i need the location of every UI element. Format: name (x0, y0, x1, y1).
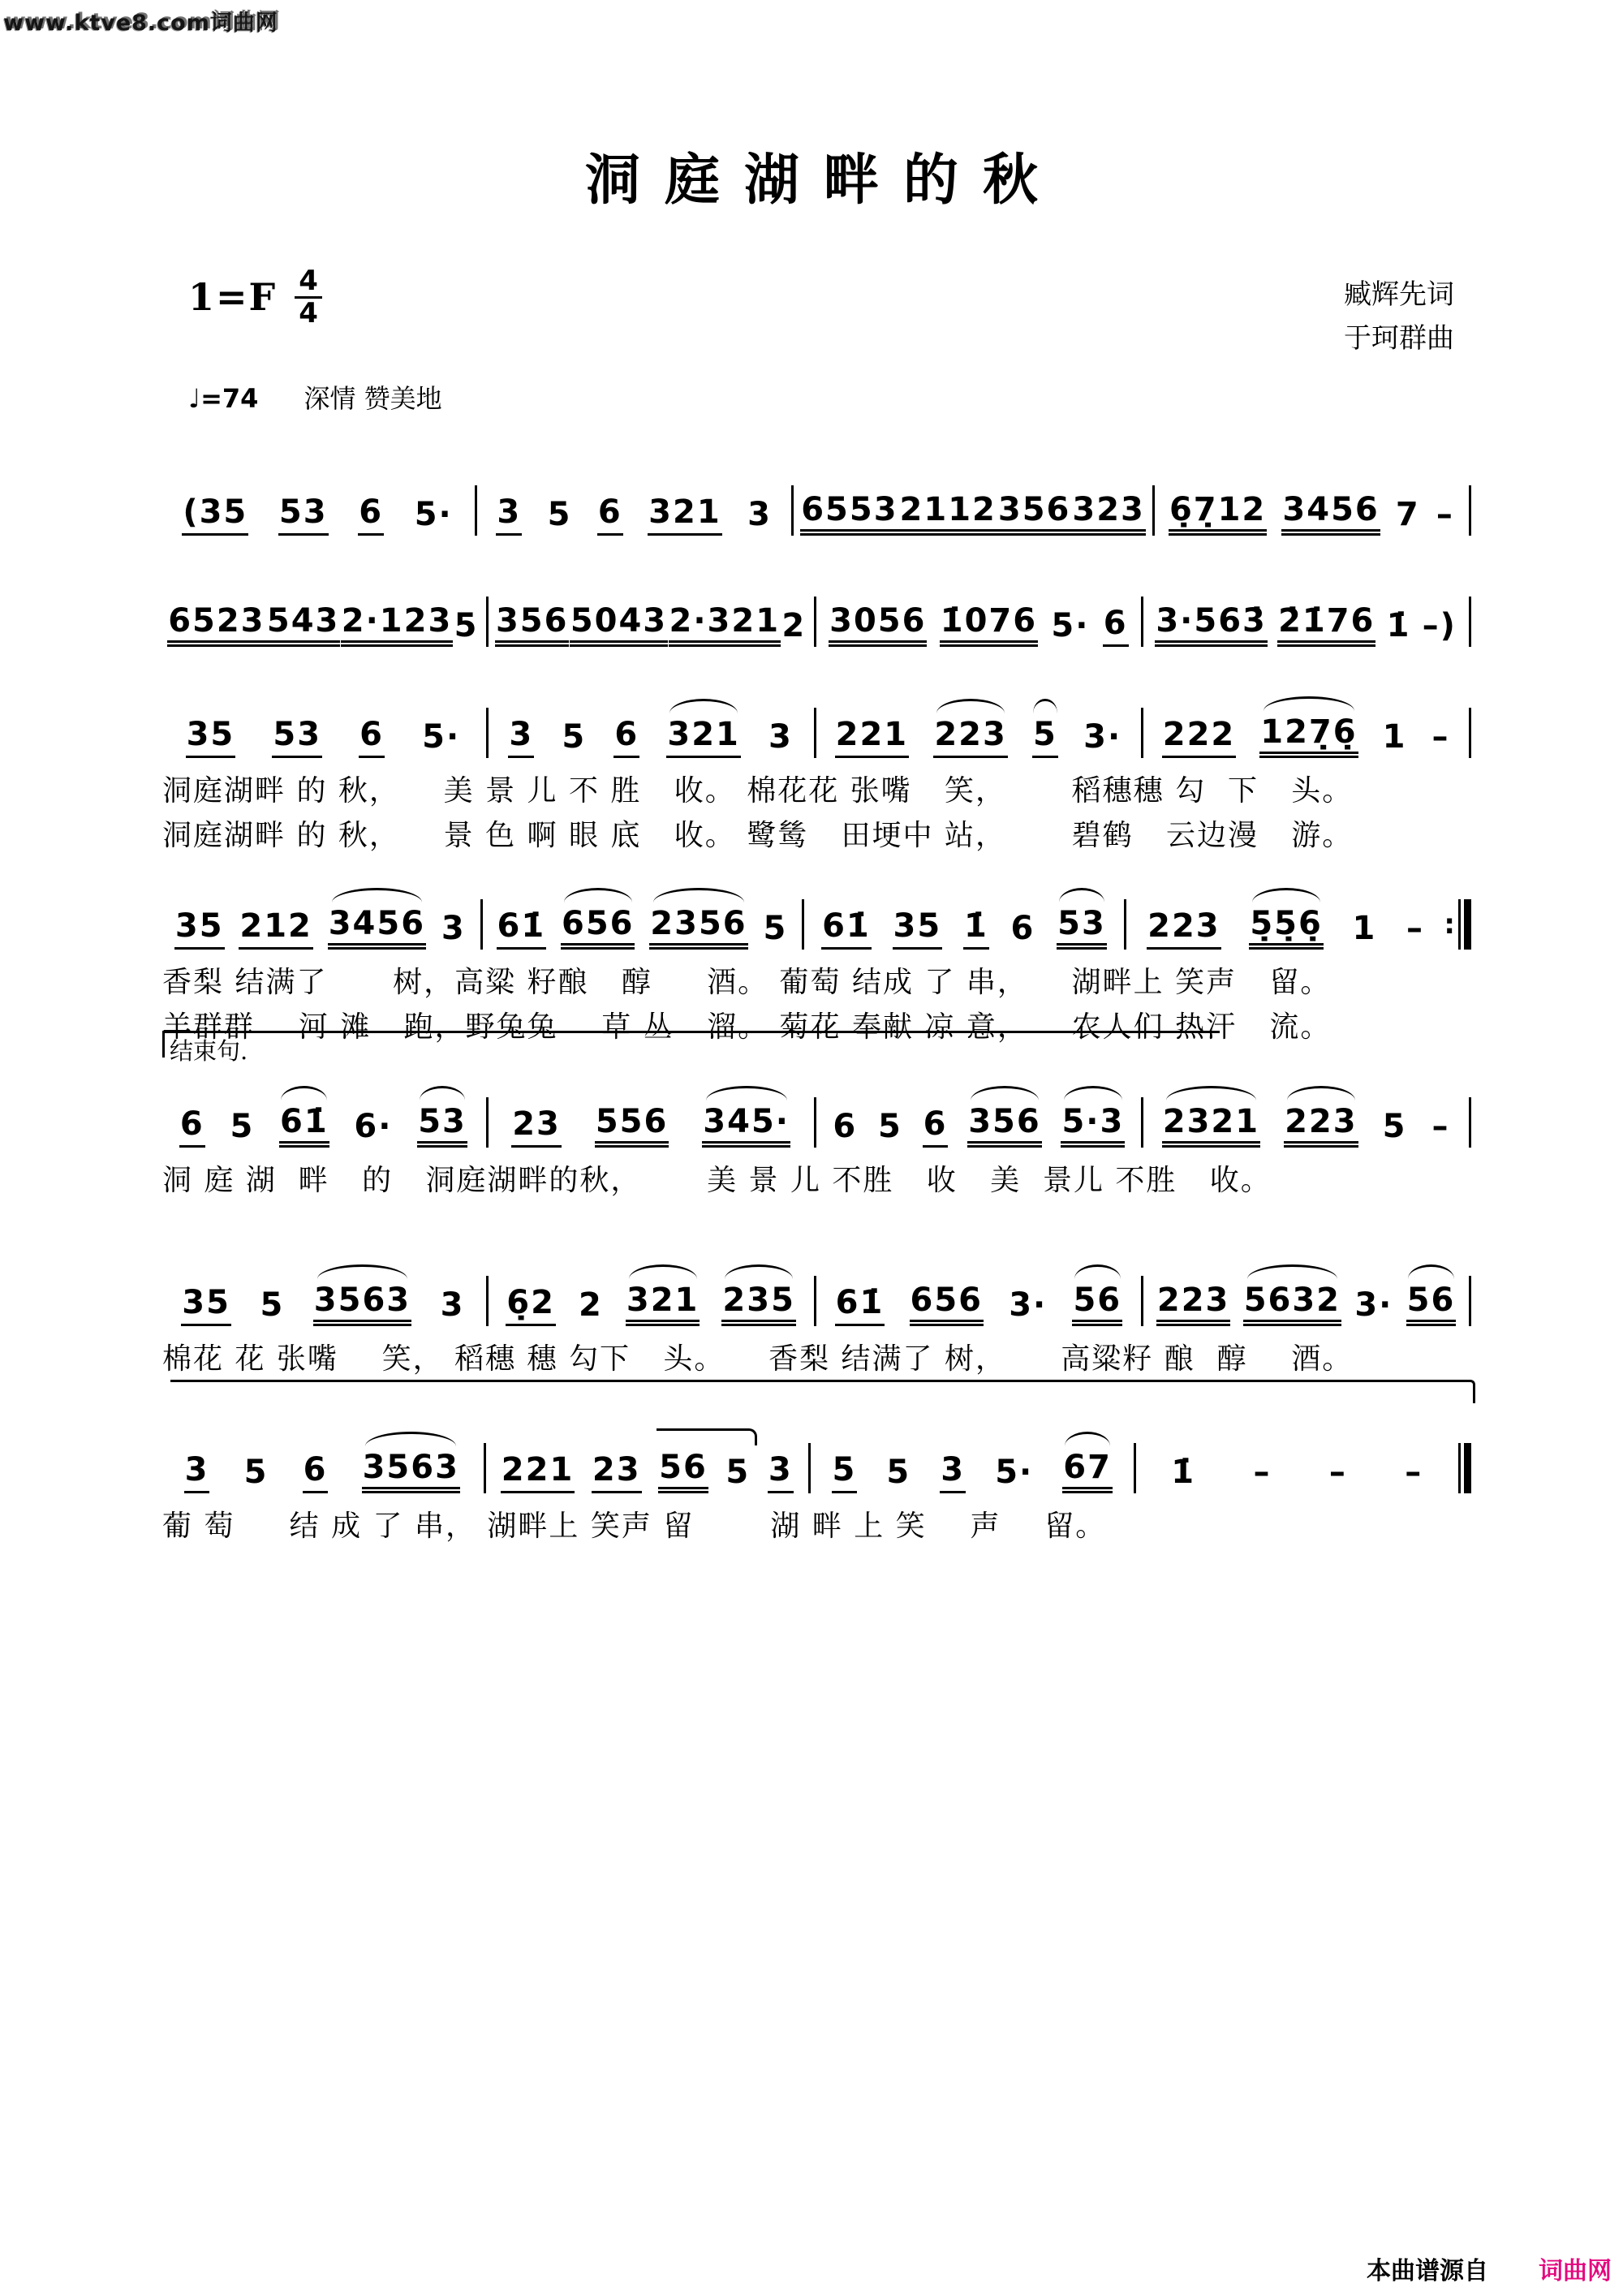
note-token: 56 (658, 1450, 708, 1493)
note-token: 3563 (313, 1282, 411, 1326)
note-token: 323 (1071, 492, 1146, 536)
barline (480, 899, 483, 950)
note-token: – (1406, 910, 1425, 948)
note-token: 656 (910, 1282, 984, 1326)
note-token: 6 (613, 717, 639, 758)
barline (1141, 708, 1143, 758)
thick-barline (1464, 899, 1471, 950)
notation-line (162, 1419, 1473, 1493)
note-token: 3456 (328, 906, 426, 950)
time-signature (295, 266, 322, 328)
system-5 (162, 1073, 1473, 1199)
note-token: 6 (358, 494, 384, 536)
note-token: 5 (562, 718, 587, 756)
measure (162, 906, 479, 950)
notation-line (162, 572, 1473, 647)
measure (162, 494, 473, 536)
note-token: 5 (1382, 1108, 1407, 1146)
note-token: 2356 (649, 906, 747, 950)
note-token: 6 (359, 717, 385, 758)
measure (1145, 1282, 1467, 1326)
note-token: 5 (1032, 717, 1058, 758)
phrase-extension-line (170, 1380, 1475, 1403)
note-token: – (1253, 1454, 1272, 1492)
note-token: 321 (666, 717, 741, 758)
measure (1138, 1454, 1457, 1493)
footer-site: 词曲网 (1539, 2257, 1612, 2285)
note-token: 53 (1057, 906, 1107, 950)
note-token: 6 (833, 1108, 858, 1146)
notation-line (162, 875, 1473, 950)
note-token: 6̣2 (506, 1285, 556, 1326)
meter-denominator: 4 (299, 296, 318, 330)
note-token: 6 (597, 494, 623, 536)
note-token: 3·563̇ (1155, 603, 1268, 647)
system-6 (162, 1251, 1473, 1377)
note-token: 6· (354, 1108, 393, 1146)
barline (484, 1443, 486, 1493)
note-token: 5 (763, 910, 788, 948)
barline (1458, 899, 1461, 950)
note-token: 53 (272, 717, 322, 758)
note-token: 3 (747, 496, 772, 534)
barline (791, 485, 794, 536)
note-token: 2321 (1162, 1104, 1260, 1148)
note-token: – (1405, 1454, 1423, 1492)
measure (818, 1282, 1140, 1326)
key-signature (188, 266, 322, 328)
watermark-text: www.ktve8.com词曲网 (3, 11, 278, 36)
note-token: – (1436, 496, 1454, 534)
notation-line (162, 1073, 1473, 1148)
note-token: – (1328, 1454, 1347, 1492)
note-token: 345· (702, 1104, 790, 1148)
barline (814, 708, 816, 758)
credits (1344, 273, 1454, 361)
note-token: 3 (496, 494, 522, 536)
barline (802, 899, 804, 950)
notation-line (162, 683, 1473, 758)
note-token: 5043 (570, 603, 668, 647)
note-token: 5 (886, 1454, 911, 1492)
note-token: 3 (768, 718, 793, 756)
footer-prefix: 本曲谱源自 (1367, 2257, 1488, 2285)
note-token: 23 (511, 1106, 562, 1148)
notation-line (162, 461, 1473, 536)
barline (486, 708, 489, 758)
note-token: 5· (422, 718, 461, 756)
note-token: 2 (781, 607, 807, 645)
measure (490, 1104, 812, 1148)
measure (1145, 603, 1467, 647)
expression-text: 深情 赞美地 (304, 383, 442, 414)
measure (162, 717, 484, 758)
measure (162, 603, 484, 647)
note-token: 35 (893, 908, 943, 950)
note-token: 5̣5̣6̣ (1249, 906, 1324, 950)
note-token: 3 (441, 910, 466, 948)
barline (814, 597, 816, 647)
lyric-line: 洞庭湖畔 的 秋， 美 景 儿 不 胜 收。 棉花花 张嘴 笑， 稻穗穗 勾 下 头。 (162, 774, 1354, 808)
lyric-line: 葡 萄 结 成 了 串， 湖畔上 笑声 留 湖 畔 上 笑 声 留。 (162, 1510, 1107, 1543)
note-token: 3456 (1281, 492, 1380, 536)
measure (162, 1104, 484, 1148)
barline (1134, 1443, 1136, 1493)
barline (1124, 899, 1126, 950)
note-token: 223 (1284, 1104, 1358, 1148)
source-footer (1367, 2251, 1612, 2286)
system-1 (162, 461, 1473, 536)
measure (479, 494, 790, 536)
barline (814, 1097, 816, 1148)
note-token: – (1431, 1108, 1450, 1146)
system-4 (162, 875, 1473, 1045)
tempo-mark: ♩=74 (188, 383, 259, 414)
note-token: 5 (243, 1454, 269, 1492)
note-token: 2112 (899, 492, 997, 536)
note-token: 2·123 (341, 603, 454, 647)
measure (818, 717, 1140, 758)
barline (814, 1276, 816, 1326)
note-token: 23 (592, 1452, 642, 1493)
barline (475, 485, 477, 536)
note-token: 3· (1009, 1286, 1048, 1325)
note-token: (35 (182, 494, 248, 536)
note-token: 321 (626, 1282, 700, 1326)
lyric-line: 洞庭湖畔 的 秋， 景 色 啊 眼 底 收。 鹭鸶 田埂中 站， 碧鹤 云边漫 游。 (162, 819, 1354, 852)
measure (488, 1450, 807, 1493)
barline (486, 1097, 489, 1148)
coda-label: 结束句. (170, 1037, 248, 1065)
note-token: 222 (1162, 717, 1237, 758)
note-token: 556 (595, 1104, 669, 1148)
note-token: 35 (181, 1285, 231, 1326)
note-token: 543 (266, 603, 341, 647)
lyric-line: 羊群群 河 滩 跑，野兔兔 草 丛 溜。 菊花 奉献 凉 意， 农人们 热汗 流。 (162, 1010, 1332, 1044)
note-token: – (1431, 718, 1450, 756)
note-token: 3 (184, 1452, 210, 1493)
measure (162, 1450, 482, 1493)
note-token: 6 (179, 1106, 205, 1148)
song-title: 洞庭湖畔的秋 (584, 148, 1062, 213)
note-token: 1̇ (1386, 607, 1411, 645)
note-token: 5 (832, 1452, 858, 1493)
measure (818, 1104, 1140, 1148)
barline (1469, 708, 1471, 758)
note-token: 1̇076 (940, 603, 1038, 647)
notation-line (162, 1251, 1473, 1326)
barline (1141, 1276, 1143, 1326)
tempo-line (188, 378, 442, 416)
note-token: 223 (1147, 908, 1221, 950)
measure (795, 492, 1151, 536)
note-token: 5632 (1243, 1282, 1341, 1326)
note-token: –) (1422, 607, 1457, 645)
repeat-dots: : (1444, 908, 1455, 941)
barline (1469, 597, 1471, 647)
measure (1145, 1104, 1467, 1148)
note-token: 3563 (362, 1450, 460, 1493)
lyric-line: 棉花 花 张嘴 笑， 稻穗 穗 勾下 头。 香梨 结满了 树， 高粱籽 酿 醇 酒。 (162, 1342, 1354, 1376)
measure (812, 1450, 1132, 1493)
note-token: 1 (1352, 910, 1377, 948)
measure (1156, 492, 1467, 536)
note-token: 235 (721, 1282, 796, 1326)
system-3 (162, 683, 1473, 854)
note-token: 356 (967, 1104, 1042, 1148)
note-token: 35 (186, 717, 236, 758)
barline (1469, 1276, 1471, 1326)
barline (808, 1443, 811, 1493)
note-token: 5 (547, 496, 572, 534)
note-token: 5 (230, 1108, 255, 1146)
system-2 (162, 572, 1473, 647)
note-token: 6 (1103, 605, 1129, 647)
note-token: 67 (1062, 1450, 1113, 1493)
note-token: 5· (995, 1454, 1034, 1492)
note-token: 127̣6̣ (1259, 714, 1358, 758)
system-7 (162, 1419, 1473, 1544)
measure (490, 717, 812, 758)
note-token: 6̣7̣12 (1169, 492, 1267, 536)
meter-numerator: 4 (295, 266, 322, 299)
note-token: 53 (417, 1104, 467, 1148)
note-token: 3 (508, 717, 534, 758)
barline (486, 597, 489, 647)
note-token: 1 (1382, 718, 1407, 756)
note-token: 3 (440, 1286, 465, 1325)
note-token: 356 (495, 603, 570, 647)
key-tonic: 1=F (188, 275, 278, 320)
note-token: 3· (1083, 718, 1122, 756)
note-token: 6 (303, 1452, 329, 1493)
note-token: 6 (923, 1106, 949, 1148)
measure (484, 906, 801, 950)
note-token: 656 (561, 906, 635, 950)
note-token: 356 (997, 492, 1072, 536)
measure (490, 603, 812, 647)
note-token: 3056 (829, 603, 927, 647)
measure (818, 603, 1140, 647)
measure (162, 1282, 484, 1326)
composer-credit: 于珂群曲 (1344, 322, 1454, 355)
note-token: 3 (940, 1452, 966, 1493)
note-token: 2 (578, 1286, 603, 1325)
note-token: 5 (877, 1108, 902, 1146)
note-token: 61̇ (497, 908, 547, 950)
note-token: 221 (501, 1452, 575, 1493)
note-token: 223 (1156, 1282, 1231, 1326)
note-token: 61̇ (835, 1285, 885, 1326)
note-token: 1̇ (1171, 1454, 1196, 1492)
note-token: 56 (1072, 1282, 1122, 1326)
measure (806, 906, 1122, 950)
note-token: 7 (1395, 496, 1420, 534)
lyric-line: 洞 庭 湖 畔 的 洞庭湖畔的秋， 美 景 儿 不胜 收 美 景儿 不胜 收。 (162, 1164, 1272, 1197)
note-token: 321 (648, 494, 722, 536)
note-token: 61̇ (279, 1104, 329, 1148)
note-token: 3 (768, 1452, 794, 1493)
note-token: 61̇ (821, 908, 872, 950)
note-token: 5·3 (1061, 1104, 1125, 1148)
barline (1469, 485, 1471, 536)
note-token: 6 (1010, 910, 1035, 948)
lyricist-credit: 臧辉先词 (1344, 278, 1454, 311)
note-token: 2̇1̇76 (1277, 603, 1375, 647)
measure (1128, 906, 1444, 950)
note-token: 221 (835, 717, 910, 758)
note-token: 3· (1354, 1286, 1393, 1325)
measure (490, 1282, 812, 1326)
note-token: 5 (260, 1286, 285, 1325)
note-token: 35 (174, 908, 225, 950)
note-token: 5 (454, 607, 479, 645)
note-token: 5· (414, 496, 453, 534)
note-token: 6553 (800, 492, 898, 536)
lyric-line: 香梨 结满了 树，高粱 籽酿 醇 酒。 葡萄 结成 了 串， 湖畔上 笑声 留。 (162, 966, 1332, 999)
measure (1145, 714, 1467, 758)
note-token: 2·321 (669, 603, 781, 647)
note-token: 5· (1051, 607, 1090, 645)
note-token: 212 (239, 908, 313, 950)
thick-barline (1464, 1443, 1471, 1493)
note-token: 5 (725, 1454, 751, 1492)
note-token: 223 (933, 717, 1008, 758)
note-token: 53 (278, 494, 329, 536)
barline (1141, 597, 1143, 647)
barline (1458, 1443, 1461, 1493)
note-token: 56 (1406, 1282, 1457, 1326)
barline (1141, 1097, 1143, 1148)
barline (1469, 1097, 1471, 1148)
note-token: 6523 (167, 603, 265, 647)
note-token: 1̇ (963, 908, 989, 950)
barline (1152, 485, 1155, 536)
barline (486, 1276, 489, 1326)
